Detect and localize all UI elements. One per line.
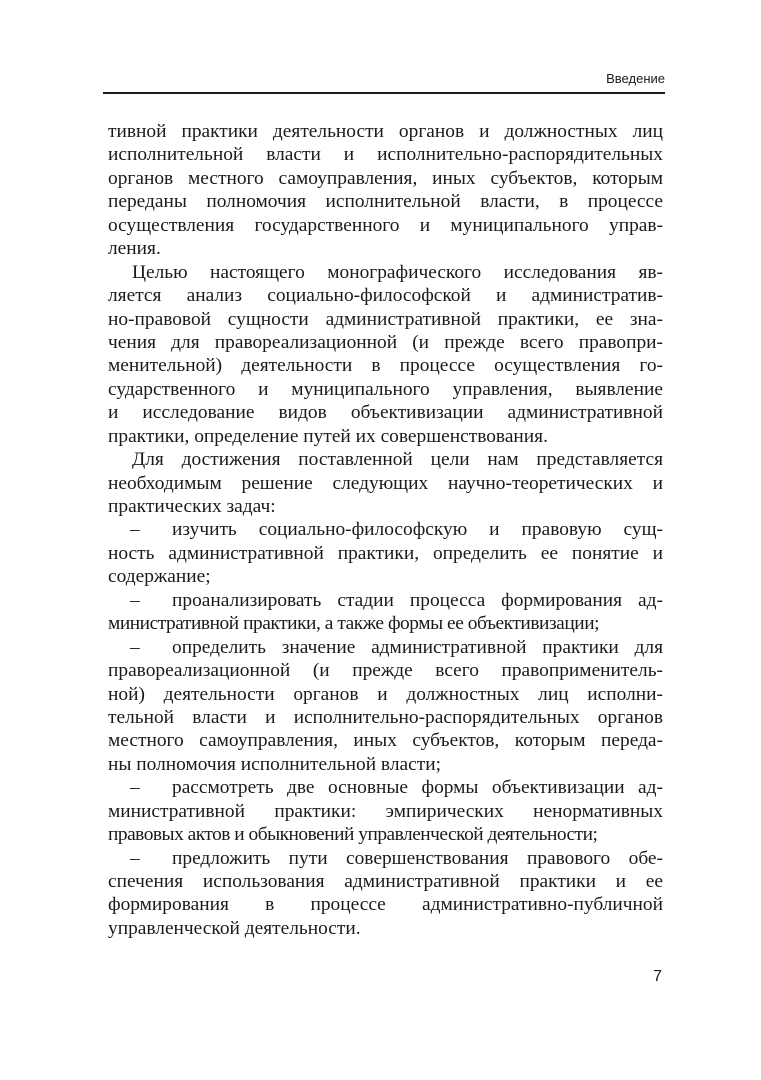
text-line: сударственного и муниципального управления, выявление [108, 378, 663, 400]
text-line: министративной практики: эмпирических ненормативных [108, 800, 663, 822]
text-line [108, 776, 663, 799]
paragraph [108, 261, 663, 449]
text-line: спечения использования административной практики и ее [108, 871, 663, 892]
list-item-text: рассмотреть две основные формы объективизации ад- [172, 777, 663, 799]
list-item-text: изучить социально-философскую и правовую сущ- [172, 519, 663, 541]
text-line: но-правовой сущности административной практики, ее зна- [108, 308, 663, 330]
dash-marker: – [130, 777, 140, 799]
text-line: менительной) деятельности в процессе осуществления го- [108, 355, 663, 377]
dash-marker: – [130, 636, 140, 658]
text-line: органов местного самоуправления, иных субъектов, которым [108, 167, 663, 189]
list-item-text: предложить пути совершенствования правового обе- [172, 847, 663, 869]
text-line: тивной практики деятельности органов и должностных лиц [108, 121, 663, 142]
text-line: управленческой деятельности. [108, 917, 361, 939]
dash-marker: – [130, 589, 140, 611]
list-item [108, 636, 663, 777]
paragraph [108, 120, 663, 261]
text-line: правовых актов и обыкновений управленческой деятельности; [108, 824, 598, 846]
list-item [108, 518, 663, 588]
text-line: ной) деятельности органов и должностных лиц исполни- [108, 683, 663, 705]
page-number: 7 [653, 968, 662, 985]
text-line: ность административной практики, определить ее понятие и [108, 542, 663, 564]
paragraph [108, 448, 663, 518]
text-line: необходимым решение следующих научно-теоретических и [108, 472, 663, 494]
text-line: чения для правореализационной (и прежде всего правопри- [108, 331, 663, 353]
text-line: переданы полномочия исполнительной власти, в процессе [108, 191, 663, 213]
text-line [108, 518, 663, 541]
text-line [108, 636, 663, 659]
text-line: правореализационной (и прежде всего правоприменитель- [108, 660, 663, 682]
list-item-text: определить значение административной практики для [172, 636, 663, 658]
section-title: Введение [606, 71, 665, 86]
text-line: местного самоуправления, иных субъектов, которым переда- [108, 730, 663, 752]
list-item-text: проанализировать стадии процесса формирования ад- [172, 589, 663, 611]
running-header [103, 62, 665, 94]
list-item [108, 589, 663, 636]
text-line: Целью настоящего монографического исследования яв- [132, 261, 663, 283]
dash-marker: – [130, 847, 140, 869]
dash-marker: – [130, 519, 140, 541]
text-line: практики, определение путей их совершенствования. [108, 425, 548, 447]
list-item [108, 847, 663, 941]
text-line: ления. [108, 238, 161, 260]
text-line: содержание; [108, 566, 211, 588]
text-line: исполнительной власти и исполнительно-распорядительных [108, 144, 663, 166]
text-line: и исследование видов объективизации административной [108, 402, 663, 424]
text-line: ляется анализ социально-философской и административ- [108, 285, 663, 307]
text-line: формирования в процессе административно-публичной [108, 894, 663, 916]
list-item [108, 776, 663, 846]
text-line: тельной власти и исполнительно-распорядительных органов [108, 706, 663, 728]
task-list [108, 518, 663, 940]
text-line [108, 847, 663, 870]
body-text [108, 120, 663, 940]
text-line: осуществления государственного и муниципального управ- [108, 214, 663, 236]
text-line [108, 589, 663, 612]
text-line: Для достижения поставленной цели нам представляется [132, 449, 663, 471]
text-line: министративной практики, а также формы ее объективизации; [108, 613, 600, 635]
text-line: практических задач: [108, 496, 276, 517]
text-line: ны полномочия исполнительной власти; [108, 753, 441, 775]
